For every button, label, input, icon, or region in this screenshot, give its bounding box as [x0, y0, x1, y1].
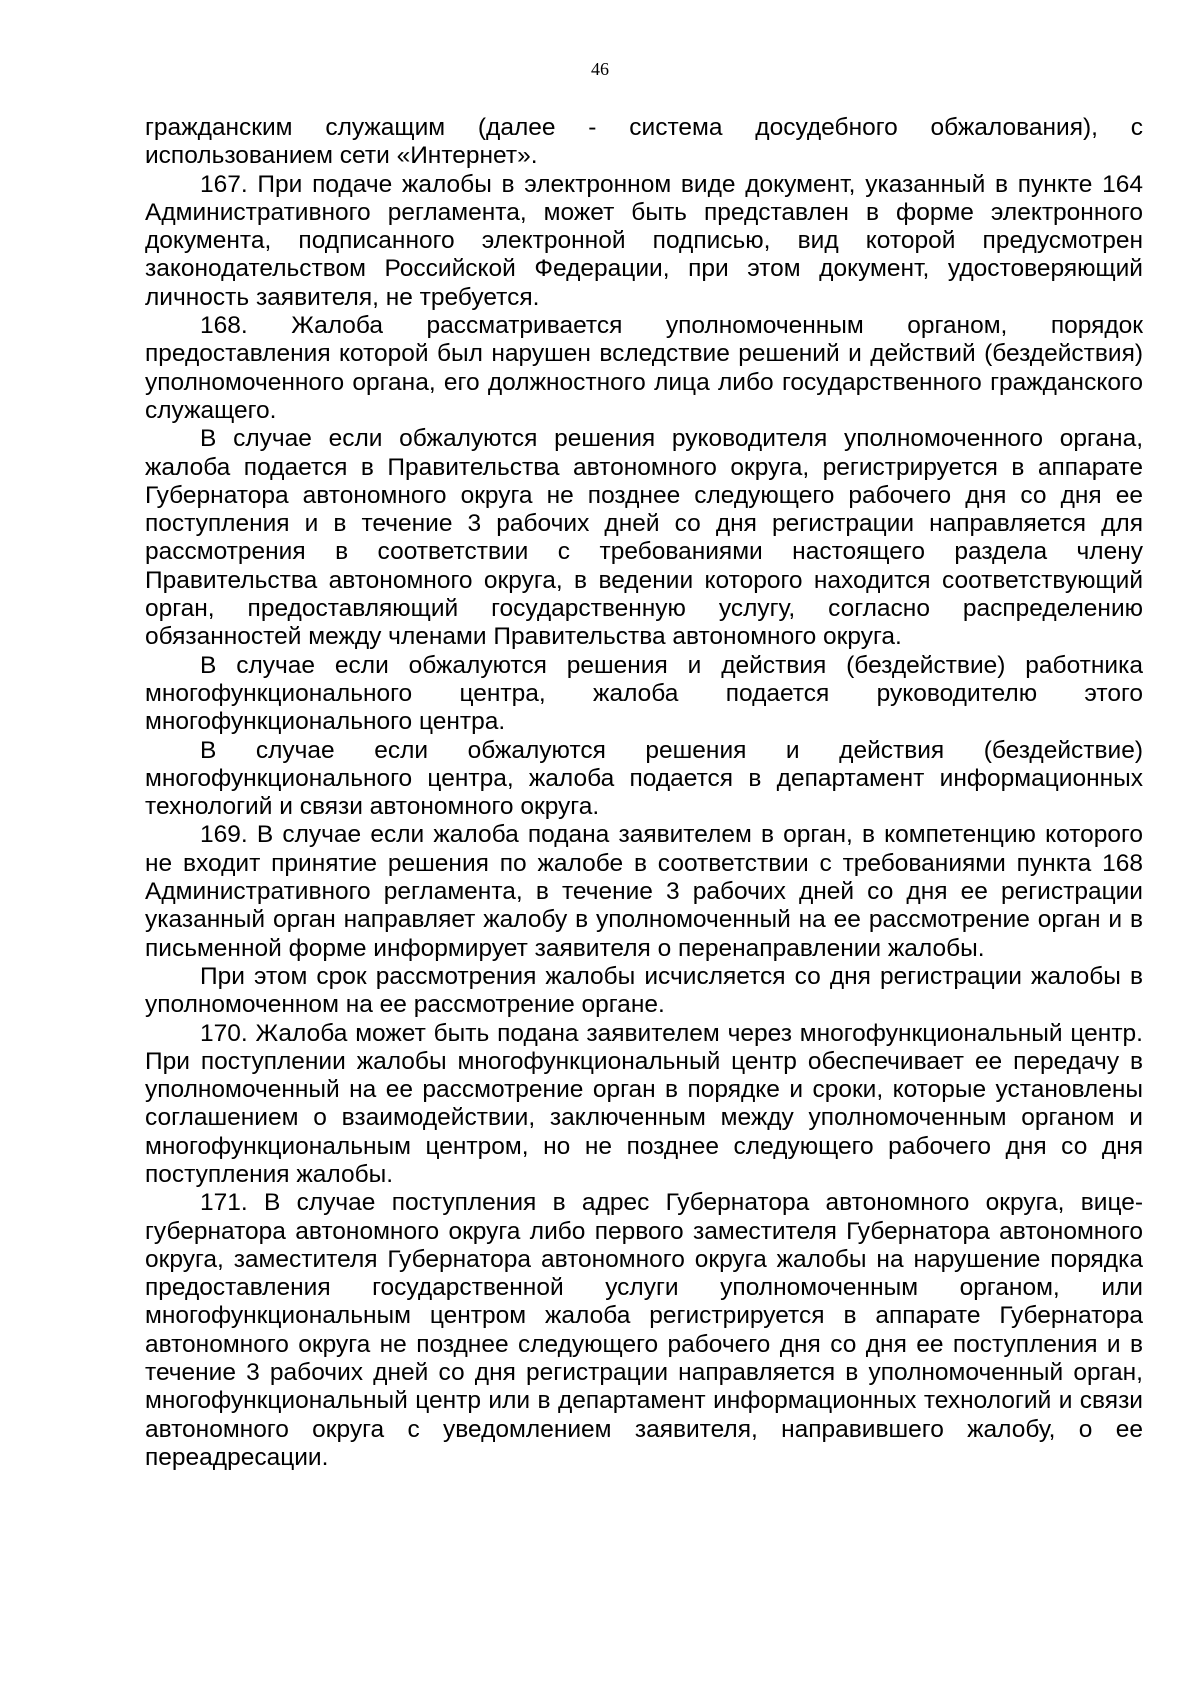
paragraph-170: 170. Жалоба может быть подана заявителем через многофункциональный центр. При поступлении жалобы многофункциональный центр обеспечивает ее передачу в уполномоченный на ее рассмотрение орган в порядке и сроки, которые установлены соглашением о взаимодействии, заключенным между уполномоченным органом и многофункциональным центром, но не позднее следующего рабочего дня со дня поступления жалобы.	[145, 1019, 1143, 1188]
paragraph-171: 171. В случае поступления в адрес Губернатора автономного округа, вице-губернатора автономного округа либо первого заместителя Губернатора автономного округа, заместителя Губернатора автономного округа жалобы на нарушение порядка предоставления государственной услуги уполномоченным органом, или многофункциональным центром жалоба регистрируется в аппарате Губернатора автономного округа не позднее следующего рабочего дня со дня ее поступления и в течение 3 рабочих дней со дня регистрации направляется в уполномоченный орган, многофункциональный центр или в департамент информационных технологий и связи автономного округа с уведомлением заявителя, направившего жалобу, о ее переадресации.	[145, 1189, 1143, 1471]
paragraph-168-mfc: В случае если обжалуются решения и действия (бездействие) многофункционального центра, жалоба подается в департамент информационных технологий и связи автономного округа.	[145, 736, 1143, 821]
paragraph-167: 167. При подаче жалобы в электронном виде документ, указанный в пункте 164 Административного регламента, может быть представлен в форме электронного документа, подписанного электронной подписью, вид которой предусмотрен законодательством Российской Федерации, при этом документ, удостоверяющий личность заявителя, не требуется.	[145, 170, 1143, 311]
paragraph-168-mfc-employee: В случае если обжалуются решения и действия (бездействие) работника многофункционального центра, жалоба подается руководителю этого многофункционального центра.	[145, 651, 1143, 736]
paragraph-168: 168. Жалоба рассматривается уполномоченным органом, порядок предоставления которой был нарушен вследствие решений и действий (бездействия) уполномоченного органа, его должностного лица либо государственного гражданского служащего.	[145, 312, 1143, 424]
paragraph-continuation: гражданским служащим (далее - система досудебного обжалования), с использованием сети «Интернет».	[145, 114, 1143, 170]
document-body	[145, 114, 1143, 1472]
paragraph-169-term: При этом срок рассмотрения жалобы исчисляется со дня регистрации жалобы в уполномоченном на ее рассмотрение органе.	[145, 962, 1143, 1019]
paragraph-169: 169. В случае если жалоба подана заявителем в орган, в компетенцию которого не входит принятие решения по жалобе в соответствии с требованиями пункта 168 Административного регламента, в течение 3 рабочих дней со дня ее регистрации указанный орган направляет жалобу в уполномоченный на ее рассмотрение орган и в письменной форме информирует заявителя о перенаправлении жалобы.	[145, 821, 1143, 962]
paragraph-168-head-of-authority: В случае если обжалуются решения руководителя уполномоченного органа, жалоба подается в Правительства автономного округа, регистрируется в аппарате Губернатора автономного округа не позднее следующего рабочего дня со дня ее поступления и в течение 3 рабочих дней со дня регистрации направляется для рассмотрения в соответствии с требованиями настоящего раздела члену Правительства автономного округа, в ведении которого находится соответствующий орган, предоставляющий государственную услугу, согласно распределению обязанностей между членами Правительства автономного округа.	[145, 425, 1143, 651]
page-number: 46	[591, 59, 609, 79]
